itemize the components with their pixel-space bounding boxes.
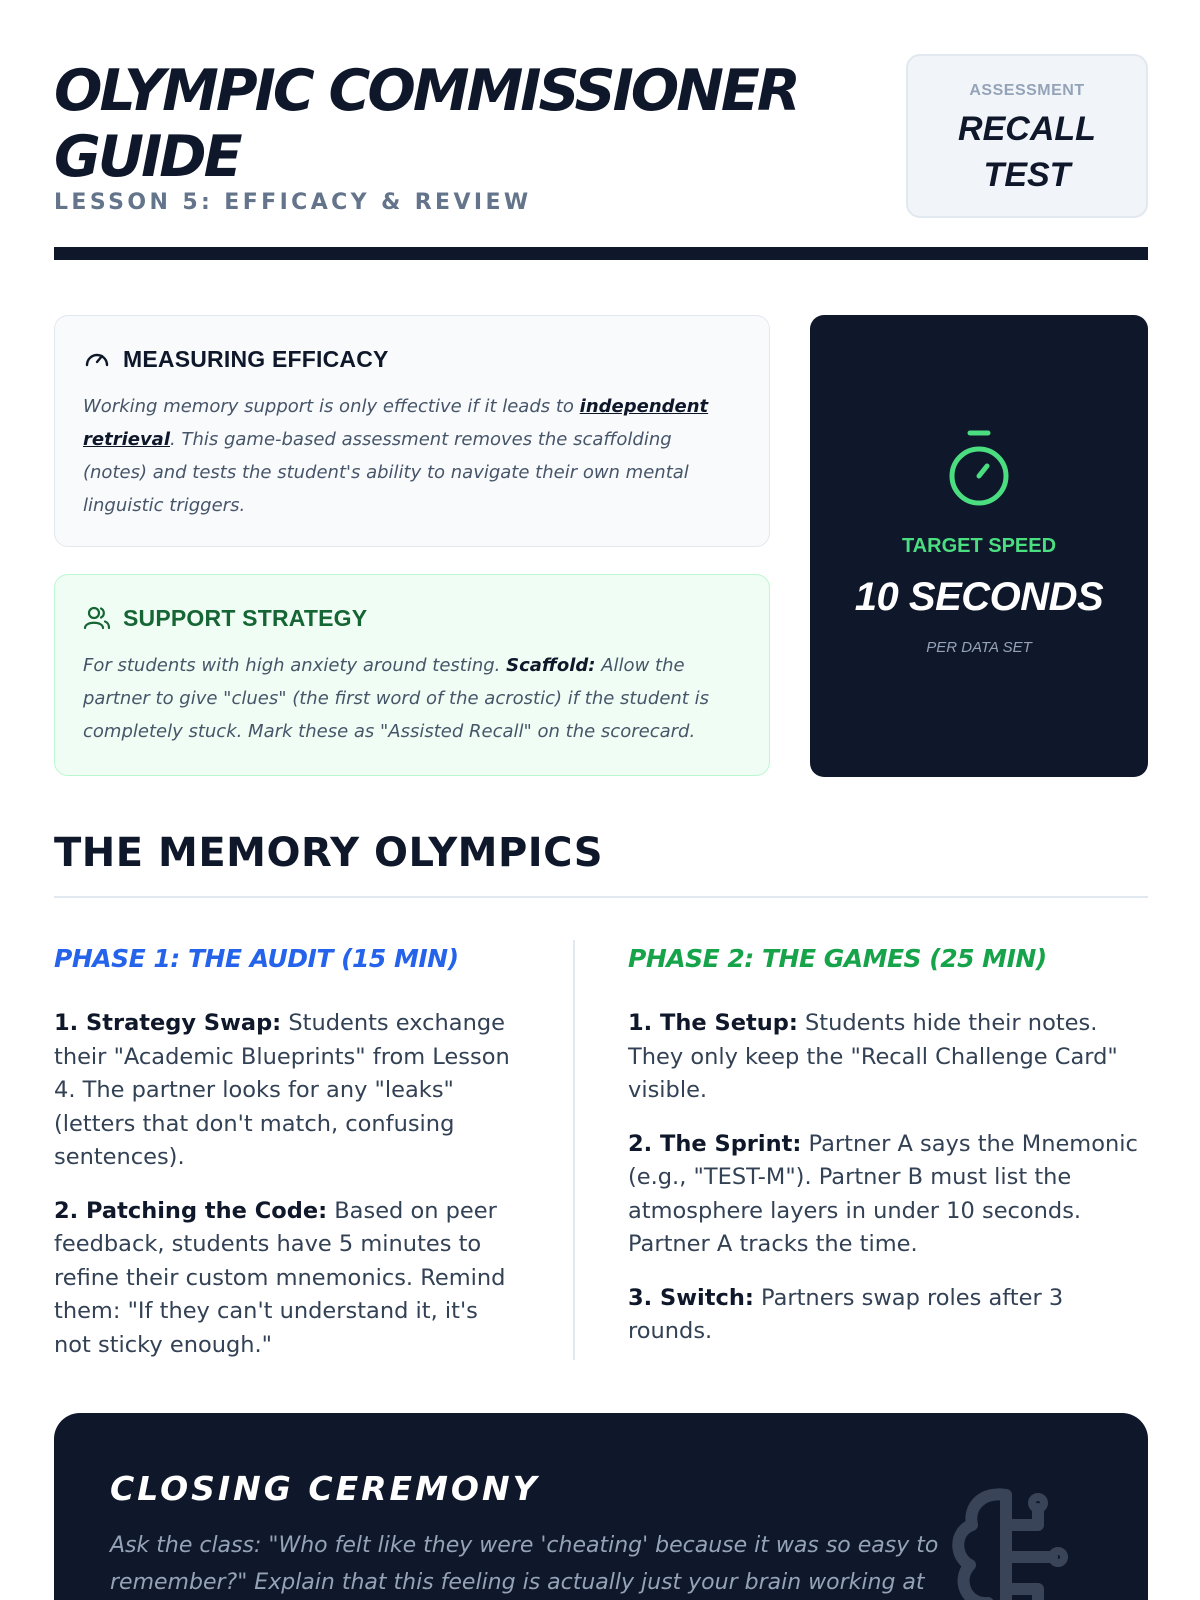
step-label: 2. The Sprint:	[628, 1130, 802, 1157]
efficacy-text-start: Working memory support is only effective if it leads to	[83, 396, 580, 417]
assessment-badge	[906, 54, 1148, 218]
step-text: Students hide their notes. They only keep the "Recall Challenge Card" visible.	[628, 1010, 1118, 1103]
phase-2-step	[628, 1128, 1148, 1262]
efficacy-emphasis: independent retrieval	[83, 396, 709, 450]
support-scaffold-label: Scaffold:	[506, 655, 596, 676]
target-speed-label: TARGET SPEED	[901, 535, 1057, 557]
closing-ceremony-panel	[54, 1413, 1148, 1600]
closing-title: CLOSING CEREMONY	[110, 1469, 540, 1508]
brain-icon	[942, 1485, 1072, 1600]
gauge-icon	[83, 345, 111, 373]
step-text: Students exchange their "Academic Blueprints" from Lesson 4. The partner looks for any "leaks" (letters that don't match, confusing sentences).	[54, 1010, 510, 1170]
step-label: 1. The Setup:	[628, 1010, 798, 1036]
section-divider	[54, 896, 1148, 898]
step-label: 2. Patching the Code:	[54, 1197, 328, 1224]
page-title: OLYMPIC COMMISSIONER GUIDE	[54, 58, 798, 190]
phase-2-step	[628, 1007, 1148, 1108]
support-card-text	[83, 649, 741, 748]
efficacy-card-header	[83, 344, 741, 374]
target-speed-unit: PER DATA SET	[926, 639, 1032, 656]
phase-1-step	[54, 1195, 514, 1363]
efficacy-card	[54, 315, 770, 547]
page-subtitle: LESSON 5: EFFICACY & REVIEW	[54, 190, 532, 215]
efficacy-card-text	[83, 390, 741, 522]
stopwatch-icon	[942, 429, 1016, 511]
badge-title	[908, 106, 1146, 198]
step-label: 3. Switch:	[628, 1284, 754, 1311]
phase-1-title: PHASE 1: THE AUDIT (15 MIN)	[54, 944, 459, 973]
header-divider	[54, 247, 1148, 260]
support-text-end: Allow the partner to give "clues" (the first word of the acrostic) if the student is completely stuck. Mark these as "Assisted Recall" on the scorecard.	[83, 655, 709, 742]
column-divider	[573, 940, 575, 1360]
support-card-title: SUPPORT STRATEGY	[123, 604, 368, 631]
support-card-header	[83, 603, 741, 633]
guide-page	[54, 0, 1148, 1600]
support-card	[54, 574, 770, 776]
phase-2-title: PHASE 2: THE GAMES (25 MIN)	[628, 944, 1047, 973]
badge-kicker: ASSESSMENT	[969, 82, 1085, 99]
badge-title-line: RECALL TEST	[958, 110, 1096, 194]
users-icon	[83, 604, 111, 632]
step-text: Partners swap roles after 3 rounds.	[628, 1284, 1064, 1344]
efficacy-text-end: . This game-based assessment removes the scaffolding (notes) and tests the student's ability to navigate their own mental linguistic triggers.	[83, 429, 689, 516]
target-speed-value: 10 SECONDS	[854, 575, 1104, 619]
phase-1-step	[54, 1007, 514, 1175]
step-label: 1. Strategy Swap:	[54, 1010, 282, 1036]
support-text-start: For students with high anxiety around testing.	[83, 655, 507, 676]
phase-1-column	[54, 944, 514, 1362]
step-text: Partner A says the Mnemonic (e.g., "TEST-M"). Partner B must list the atmosphere layers in under 10 seconds. Partner A tracks the time.	[628, 1130, 1138, 1257]
phase-2-column	[628, 944, 1148, 1349]
section-title: THE MEMORY OLYMPICS	[54, 830, 604, 876]
phase-2-step	[628, 1282, 1148, 1349]
target-speed-panel	[810, 315, 1148, 777]
efficacy-card-title: MEASURING EFFICACY	[123, 345, 389, 372]
step-text: Based on peer feedback, students have 5 minutes to refine their custom mnemonics. Remind them: "If they can't understand it, it's not sticky enough."	[54, 1197, 506, 1358]
closing-text: Ask the class: "Who felt like they were 'cheating' because it was so easy to remember?" Explain that this feeling is actually just your brain working at	[110, 1533, 939, 1595]
